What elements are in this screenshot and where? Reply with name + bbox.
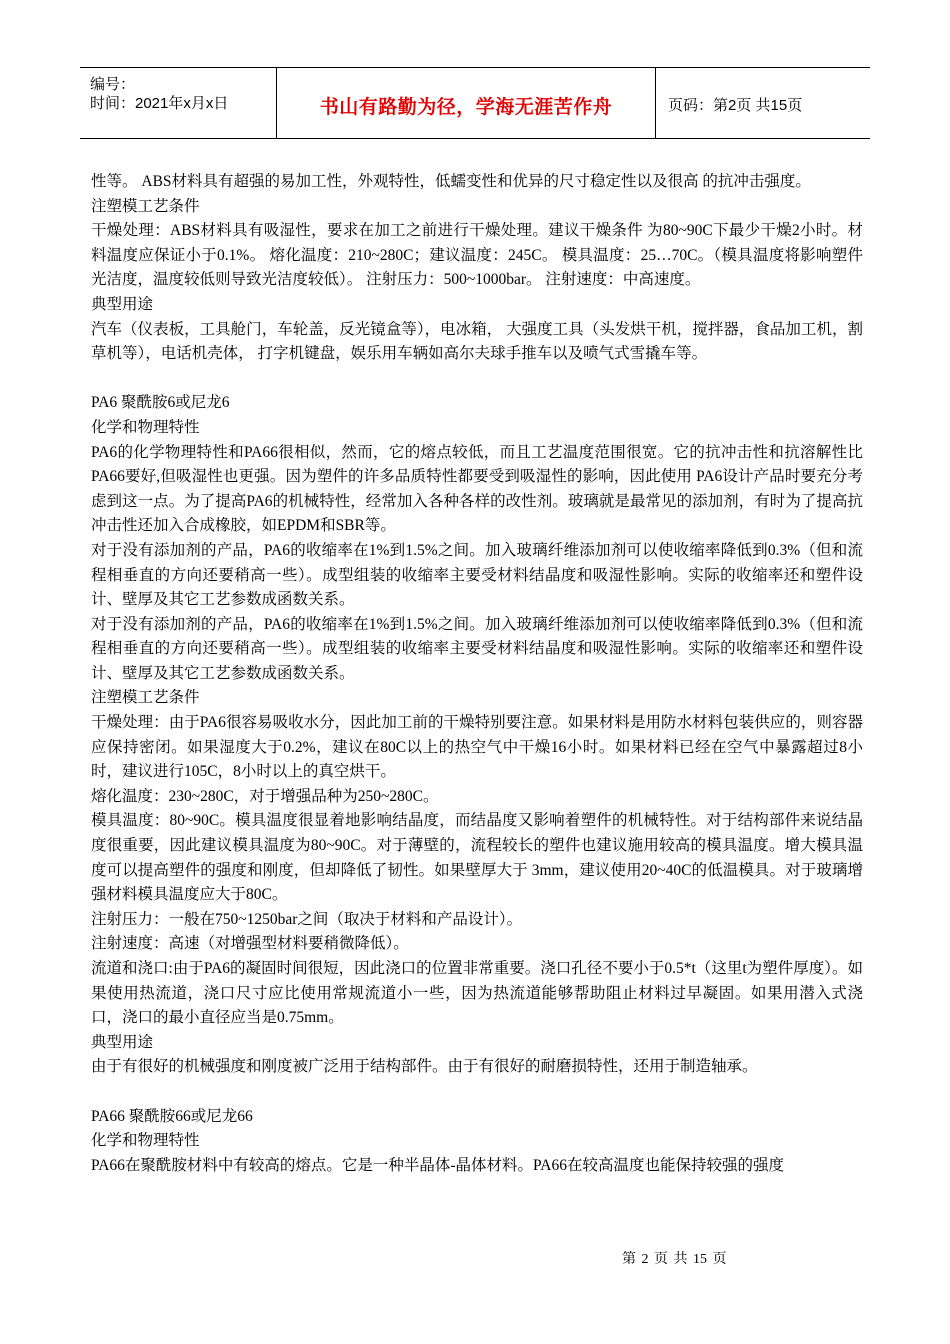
header-motto: 书山有路勤为径，学海无涯苦作舟 [319,96,613,118]
blank-line [91,367,863,392]
body-paragraph: 由于有很好的机械强度和刚度被广泛用于结构部件。由于有很好的耐磨损特性，还用于制造轴承。 [91,1058,758,1076]
body-text [91,170,863,1178]
blank-line [91,1080,863,1105]
body-paragraph: 熔化温度：230~280C，对于增强品种为250~280C。 [91,787,439,805]
header-page-info: 页码：第2页 共15页 [668,97,803,114]
body-paragraph: 干燥处理：由于PA6很容易吸收水分，因此加工前的干燥特别要注意。如果材料是用防水材料包装供应的，则容器应保持密闭。如果湿度大于0.2%，建议在80C以上的热空气中干燥16小时。如果材料已经在空气中暴露超过8小时，建议进行105C，8小时以上的真空烘干。 [91,714,863,781]
body-paragraph: 典型用途 [91,1033,154,1051]
body-paragraph: 汽车（仪表板，工具舱门，车轮盖，反光镜盒等），电冰箱， 大强度工具（头发烘干机，搅拌器，食品加工机，割草机等），电话机壳体， 打字机键盘，娱乐用车辆如高尔夫球手推车以及喷气式雪撬车等。 [91,320,863,363]
body-paragraph: 典型用途 [91,295,154,313]
header-table [80,67,870,139]
body-paragraph: 化学和物理特性 [91,418,200,436]
body-paragraph: 化学和物理特性 [91,1132,200,1150]
header-left-cell [80,68,277,138]
body-paragraph: PA66在聚酰胺材料中有较高的熔点。它是一种半晶体-晶体材料。PA66在较高温度也能保持较强的强度 [91,1156,784,1174]
body-paragraph: 注射速度：高速（对增强型材料要稍微降低）。 [91,935,409,953]
header-center-cell [277,68,656,138]
body-paragraph: 注塑模工艺条件 [91,689,200,707]
body-paragraph: PA6的化学物理特性和PA66很相似，然而，它的熔点较低，而且工艺温度范围很宽。它的抗冲击性和抗溶解性比PA66要好,但吸湿性也更强。因为塑件的许多品质特性都要受到吸湿性的影响，因此使用 PA6设计产品时要充分考虑到这一点。为了提高PA6的机械特性，经常加入各种各样的改性剂。玻璃就是最常见的添加剂，有时为了提高抗冲击性还加入合成橡胶，如EPDM和SBR等。 [91,443,863,535]
body-paragraph: 模具温度：80~90C。模具温度很显着地影响结晶度，而结晶度又影响着塑件的机械特性。对于结构部件来说结晶度很重要，因此建议模具温度为80~90C。对于薄壁的，流程较长的塑件也建议施用较高的模具温度。增大模具温度可以提高塑件的强度和刚度，但却降低了韧性。如果壁厚大于 3mm，建议使用20~40C的低温模具。对于玻璃增强材料模具温度应大于80C。 [91,812,863,904]
body-paragraph: 注塑模工艺条件 [91,197,200,215]
body-paragraph: PA6 聚酰胺6或尼龙6 [91,394,230,412]
body-paragraph: 注射压力：一般在750~1250bar之间（取决于材料和产品设计）。 [91,910,523,928]
body-paragraph: 对于没有添加剂的产品，PA6的收缩率在1%到1.5%之间。加入玻璃纤维添加剂可以使收缩率降低到0.3%（但和流程相垂直的方向还要稍高一些）。成型组装的收缩率主要受材料结晶度和吸湿性影响。实际的收缩率还和塑件设计、壁厚及其它工艺参数成函数关系。 [91,541,863,609]
body-paragraph: PA66 聚酰胺66或尼龙66 [91,1107,253,1125]
body-paragraph: 流道和浇口:由于PA6的凝固时间很短，因此浇口的位置非常重要。浇口孔径不要小于0.5*t（这里t为塑件厚度）。如果使用热流道，浇口尺寸应比使用常规流道小一些，因为热流道能够帮助阻止材料过早凝固。如果用潜入式浇口，浇口的最小直径应当是0.75mm。 [91,960,863,1027]
doc-code-label: 编号： [90,76,136,93]
body-paragraph: 性等。 ABS材料具有超强的易加工性，外观特性，低蠕变性和优异的尺寸稳定性以及很高 的抗冲击强度。 [91,173,811,190]
page-footer: 第 2 页 共 15 页 [622,1252,727,1267]
body-paragraph: 对于没有添加剂的产品，PA6的收缩率在1%到1.5%之间。加入玻璃纤维添加剂可以使收缩率降低到0.3%（但和流程相垂直的方向还要稍高一些）。成型组装的收缩率主要受材料结晶度和吸湿性影响。实际的收缩率还和塑件设计、壁厚及其它工艺参数成函数关系。 [91,615,863,682]
doc-date-label: 时间：2021年x月x日 [90,95,229,112]
body-paragraph: 干燥处理：ABS材料具有吸湿性，要求在加工之前进行干燥处理。建议干燥条件 为80~90C下最少干燥2小时。材料温度应保证小于0.1%。 熔化温度：210~280C；建议温度：245C。 模具温度：25…70C。（模具温度将影响塑件光洁度，温度较低则导致光洁度较低）。 注射压力：500~1000bar。 注射速度：中高速度。 [91,222,863,289]
header-right-cell [656,68,870,138]
